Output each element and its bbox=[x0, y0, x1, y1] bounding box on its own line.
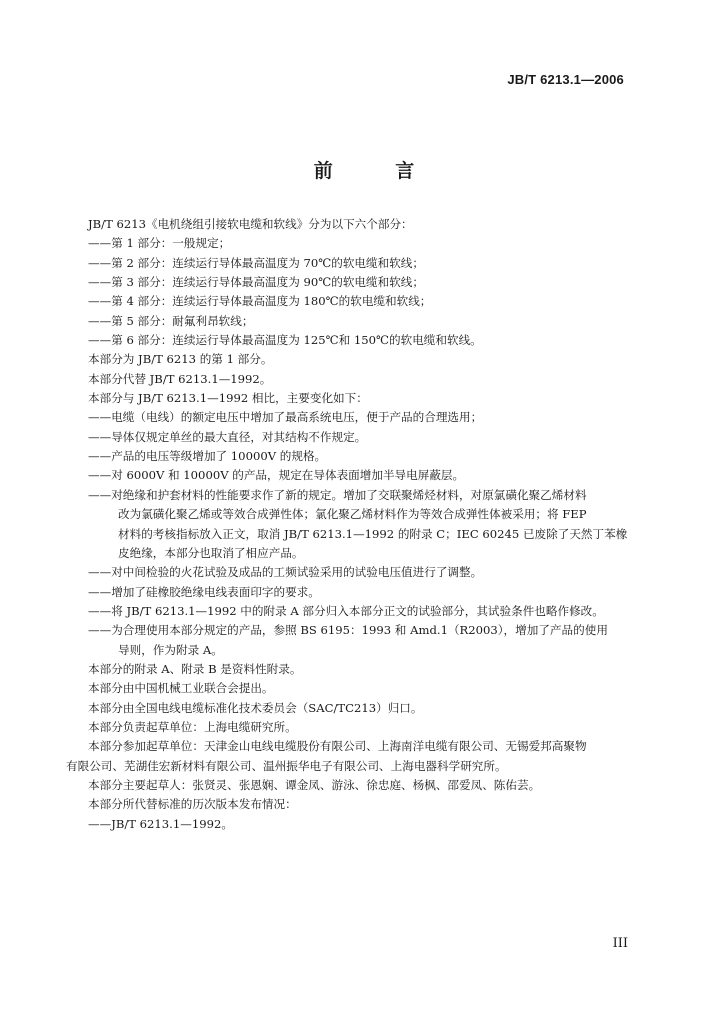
text-line: ——第 2 部分：连续运行导体最高温度为 70℃的软电缆和软线； bbox=[88, 255, 424, 270]
text-line: 导则，作为附录 A。 bbox=[118, 642, 223, 657]
text-line: 本部分由中国机械工业联合会提出。 bbox=[88, 681, 274, 696]
text-line: 本部分的附录 A、附录 B 是资料性附录。 bbox=[88, 661, 302, 676]
document-code: JB/T 6213.1—2006 bbox=[507, 72, 624, 87]
text-line: 本部分由全国电线电缆标准化技术委员会（SAC/TC213）归口。 bbox=[88, 700, 423, 715]
text-line: ——对绝缘和护套材料的性能要求作了新的规定。增加了交联聚烯烃材料，对原氯磺化聚乙烯材料 bbox=[88, 487, 587, 502]
text-line: ——增加了硅橡胶绝缘电线表面印字的要求。 bbox=[88, 584, 320, 599]
text-line: ——导体仅规定单丝的最大直径，对其结构不作规定。 bbox=[88, 429, 367, 444]
text-line: ——第 4 部分：连续运行导体最高温度为 180℃的软电缆和软线； bbox=[88, 294, 432, 309]
text-line: 材料的考核指标放入正文，取消 JB/T 6213.1—1992 的附录 C；IEC 60245 已废除了天然丁苯橡 bbox=[118, 526, 628, 541]
page-number: III bbox=[612, 936, 628, 951]
text-line: ——电缆（电线）的额定电压中增加了最高系统电压，便于产品的合理选用； bbox=[88, 410, 483, 425]
text-line: 本部分与 JB/T 6213.1—1992 相比，主要变化如下： bbox=[88, 391, 368, 406]
text-line: JB/T 6213《电机绕组引接软电缆和软线》分为以下六个部分： bbox=[88, 217, 413, 231]
foreword-body bbox=[66, 215, 640, 834]
text-line: ——第 1 部分：一般规定； bbox=[88, 236, 231, 251]
text-line: ——JB/T 6213.1—1992。 bbox=[88, 816, 233, 831]
page-title: 前 言 bbox=[313, 160, 443, 182]
text-line: ——产品的电压等级增加了 10000V 的规格。 bbox=[88, 449, 327, 464]
text-line: ——对中间检验的火花试验及成品的工频试验采用的试验电压值进行了调整。 bbox=[88, 565, 483, 580]
text-line: 皮绝缘，本部分也取消了相应产品。 bbox=[118, 545, 304, 560]
text-line: 本部分为 JB/T 6213 的第 1 部分。 bbox=[88, 352, 273, 367]
text-line: ——将 JB/T 6213.1—1992 中的附录 A 部分归入本部分正文的试验部分，其试验条件也略作修改。 bbox=[88, 603, 604, 618]
text-line: 本部分所代替标准的历次版本发布情况： bbox=[88, 797, 297, 812]
text-line: ——为合理使用本部分规定的产品，参照 BS 6195：1993 和 Amd.1（R2003），增加了产品的使用 bbox=[88, 623, 608, 638]
text-line: 本部分参加起草单位：天津金山电线电缆股份有限公司、上海南洋电缆有限公司、无锡爱邦高聚物 bbox=[88, 739, 587, 754]
text-line: ——第 3 部分：连续运行导体最高温度为 90℃的软电缆和软线； bbox=[88, 275, 424, 290]
text-line: 改为氯磺化聚乙烯或等效合成弹性体；氯化聚乙烯材料作为等效合成弹性体被采用；将 FEP bbox=[118, 507, 587, 522]
text-line: ——第 6 部分：连续运行导体最高温度为 125℃和 150℃的软电缆和软线。 bbox=[88, 333, 482, 348]
text-line: ——对 6000V 和 10000V 的产品，规定在导体表面增加半导电屏蔽层。 bbox=[88, 468, 465, 483]
text-line: 本部分代替 JB/T 6213.1—1992。 bbox=[88, 371, 272, 386]
text-line: ——第 5 部分：耐氟利昂软线； bbox=[88, 313, 254, 328]
text-line: 本部分主要起草人：张贤灵、张恩娴、谭金凤、游泳、徐忠庭、杨枫、邵爱凤、陈佑芸。 bbox=[88, 777, 541, 792]
text-line: 有限公司、芜湖佳宏新材料有限公司、温州振华电子有限公司、上海电器科学研究所。 bbox=[66, 758, 507, 773]
text-line: 本部分负责起草单位：上海电缆研究所。 bbox=[88, 719, 297, 734]
